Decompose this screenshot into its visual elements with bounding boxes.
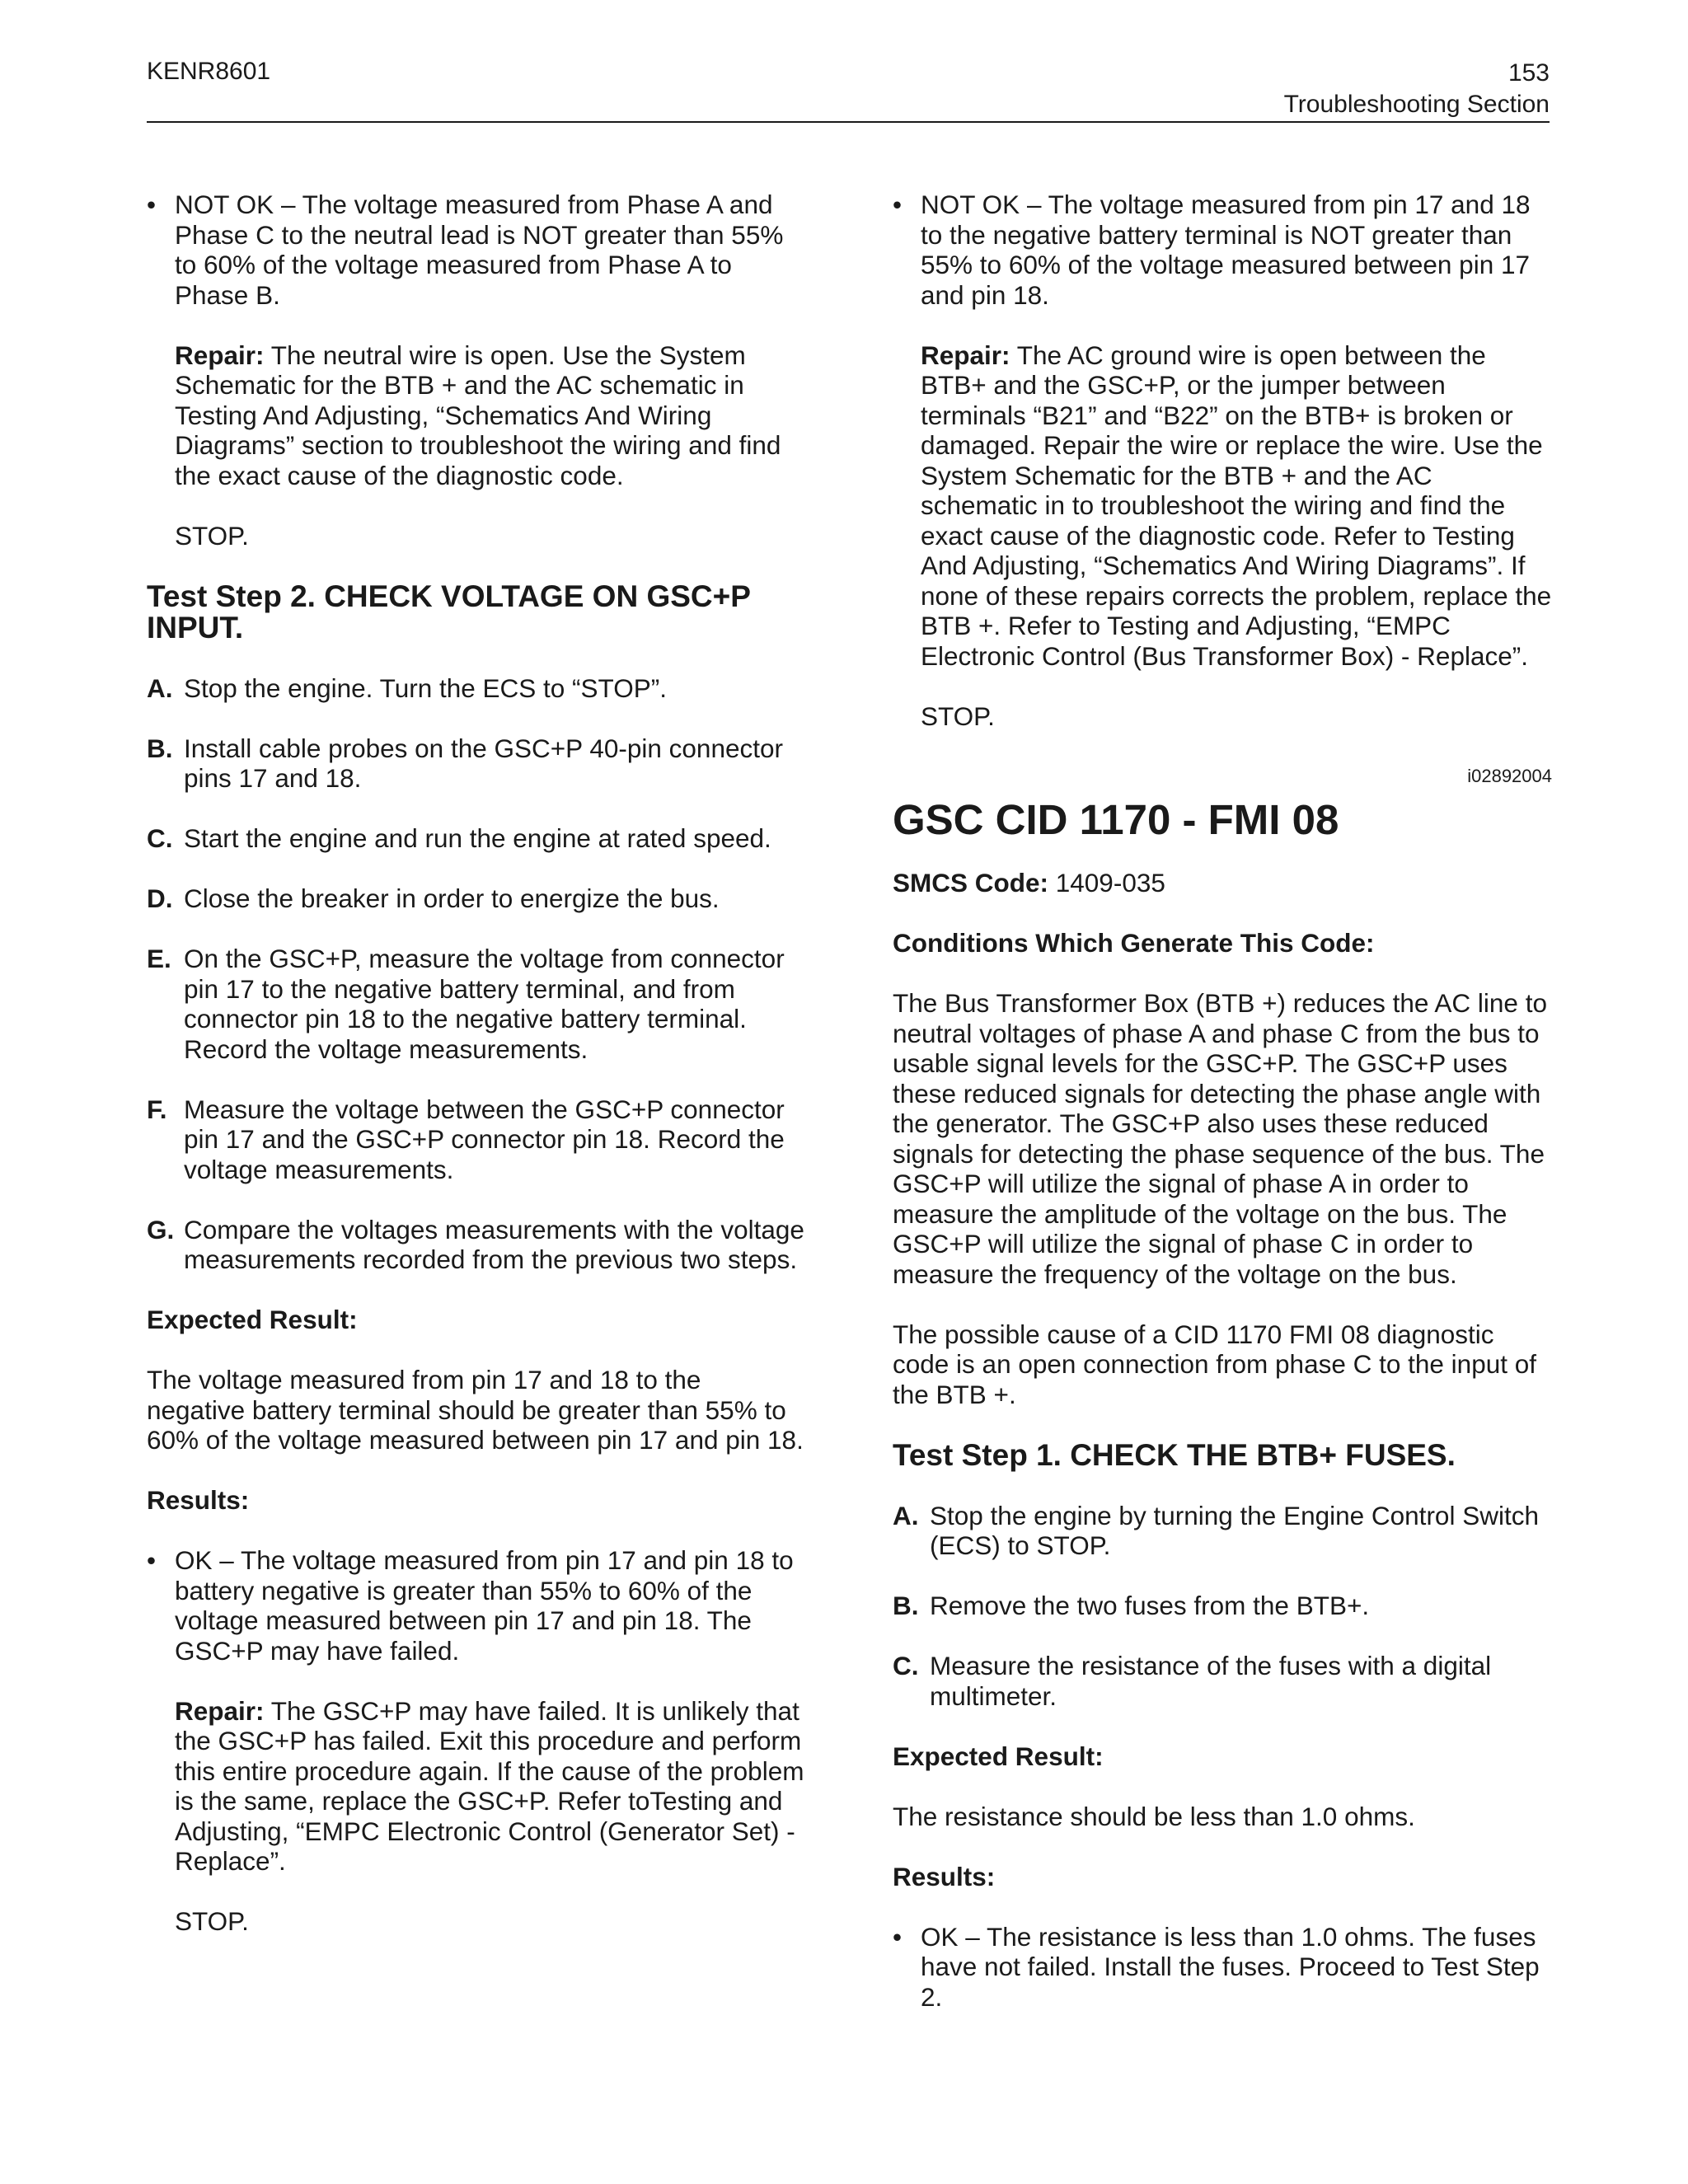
conditions-text: The Bus Transformer Box (BTB +) reduces the AC line to neutral voltages of phase A and phase C from the bus to usable signal levels for the GSC+P. The GSC+P uses these reduced signals for detecting the phase angle with the generator. The GSC+P also uses these reduced signals for detecting the phase sequence of the bus. The GSC+P will utilize the signal of phase A in order to measure the amplitude of the voltage on the bus. The GSC+P will utilize the signal of phase C in order to measure the frequency of the voltage on the bus. (893, 988, 1547, 1289)
procedure-steps (147, 673, 806, 1275)
stop-note: STOP. (175, 1906, 249, 1936)
result-text: – The voltage measured from pin 17 and 18 to the negative battery terminal is NOT greater than 55% to 60% of the voltage measured between pin 17 and pin 18. (921, 190, 1531, 310)
conditions-label: Conditions Which Generate This Code: (893, 928, 1375, 958)
smcs-code (893, 868, 1552, 898)
step-label: B. (893, 1591, 919, 1620)
procedure-step (147, 944, 806, 1064)
result-text: – The voltage measured from Phase A and Phase C to the neutral lead is NOT greater than 55% to 60% of the voltage measured from Phase A to Phase B. (175, 190, 784, 310)
section-name: Troubleshooting Section (1283, 91, 1550, 118)
step-text: Measure the voltage between the GSC+P connector pin 17 and the GSC+P connector pin 18. Record the voltage measurements. (184, 1094, 785, 1184)
expected-result-label: Expected Result: (893, 1741, 1104, 1771)
step-text: On the GSC+P, measure the voltage from connector pin 17 to the negative battery terminal, and from connector pin 18 to the negative battery terminal. Record the voltage measurements. (184, 944, 785, 1064)
test-step-2-heading: Test Step 2. CHECK VOLTAGE ON GSC+P INPUT. (147, 579, 751, 644)
result-text: – The resistance is less than 1.0 ohms. The fuses have not failed. Install the fuses. Proceed to Test Step 2. (921, 1921, 1540, 2012)
repair-text: The neutral wire is open. Use the System Schematic for the BTB + and the AC schematic in Testing And Adjusting, “Schematics And Wiring Diagrams” section to troubleshoot the wiring and find the exact cause of the diagnostic code. (175, 340, 781, 490)
expected-result-label: Expected Result: (147, 1305, 358, 1334)
result-not-ok (147, 190, 806, 310)
right-column (893, 190, 1552, 2042)
step-label: B. (147, 733, 173, 763)
result-ok (893, 1922, 1552, 2013)
bullet-dot: • (147, 190, 157, 219)
step-text: Stop the engine. Turn the ECS to “STOP”. (184, 673, 667, 703)
step-text: Compare the voltages measurements with the voltage measurements recorded from the previous two steps. (184, 1214, 804, 1274)
procedure-steps (893, 1501, 1552, 1712)
bullet-dot: • (147, 1545, 157, 1575)
step-text: Start the engine and run the engine at rated speed. (184, 823, 771, 853)
header-right (1284, 58, 1550, 120)
step-label: C. (893, 1651, 919, 1680)
possible-cause-text: The possible cause of a CID 1170 FMI 08 diagnostic code is an open connection from phase C to the input of the BTB +. (893, 1319, 1537, 1409)
step-label: D. (147, 883, 173, 913)
smcs-value: 1409-035 (1048, 868, 1165, 898)
repair-label: Repair: (175, 340, 265, 370)
repair-text: The GSC+P may have failed. It is unlikely that the GSC+P has failed. Exit this procedure and perform this entire procedure again. If the cause of the problem is the same, replace the GSC+P. Refer toTesting and Adjusting, “EMPC Electronic Control (Generator Set) - Replace”. (175, 1695, 804, 1876)
procedure-step (893, 1651, 1552, 1711)
procedure-step (147, 1215, 806, 1275)
step-text: Measure the resistance of the fuses with a digital multimeter. (930, 1651, 1492, 1711)
result-label: OK (921, 1921, 959, 1952)
step-label: G. (147, 1214, 175, 1244)
result-text: – The voltage measured from pin 17 and pin 18 to battery negative is greater than 55% to 60% of the voltage measured between pin 17 and pin 18. The GSC+P may have failed. (175, 1545, 794, 1666)
results-label: Results: (893, 1861, 996, 1891)
repair-note (147, 340, 806, 491)
left-column (147, 190, 806, 1966)
repair-text: The AC ground wire is open between the BTB+ and the GSC+P, or the jumper between terminals “B21” and “B22” on the BTB+ is broken or damaged. Repair the wire or replace the wire. Use the System Schematic for the BTB + and the AC schematic in to troubleshoot the wiring and find the exact cause of the diagnostic code. Refer to Testing And Adjusting, “Schematics And Wiring Diagrams”. If none of these repairs corrects the problem, replace the BTB +. Refer to Testing and Adjusting, “EMPC Electronic Control (Bus Transformer Box) - Replace”. (921, 340, 1552, 671)
result-label: NOT OK (175, 190, 274, 219)
bullet-dot: • (893, 1921, 903, 1952)
smcs-label: SMCS Code: (893, 868, 1048, 898)
procedure-step (893, 1591, 1552, 1621)
step-text: Stop the engine by turning the Engine Control Switch (ECS) to STOP. (930, 1500, 1539, 1560)
page-number: 153 (1507, 59, 1550, 87)
procedure-step (147, 883, 806, 914)
step-label: A. (147, 673, 173, 703)
expected-result-text: The resistance should be less than 1.0 ohms. (893, 1801, 1415, 1831)
step-text: Remove the two fuses from the BTB+. (930, 1591, 1370, 1620)
expected-result-text: The voltage measured from pin 17 and 18 to the negative battery terminal should be greater than 55% to 60% of the voltage measured between pin 17 and pin 18. (147, 1365, 804, 1455)
step-label: C. (147, 823, 173, 853)
test-step-1-heading: Test Step 1. CHECK THE BTB+ FUSES. (893, 1437, 1456, 1472)
step-label: A. (893, 1500, 919, 1530)
header-rule (147, 121, 1550, 123)
result-ok (147, 1545, 806, 1666)
repair-label: Repair: (921, 340, 1010, 370)
procedure-step (147, 823, 806, 854)
result-label: OK (175, 1545, 213, 1575)
results-label: Results: (147, 1485, 250, 1515)
procedure-step (147, 1094, 806, 1185)
repair-note (893, 340, 1552, 672)
step-text: Install cable probes on the GSC+P 40-pin connector pins 17 and 18. (184, 733, 783, 793)
document-id: i02892004 (1467, 766, 1552, 786)
step-text: Close the breaker in order to energize the bus. (184, 883, 720, 913)
repair-note (147, 1696, 806, 1877)
result-label: NOT OK (921, 190, 1020, 219)
procedure-step (893, 1501, 1552, 1561)
step-label: F. (147, 1094, 167, 1124)
repair-label: Repair: (175, 1695, 265, 1726)
document-number: KENR8601 (147, 58, 271, 85)
procedure-step (147, 733, 806, 794)
stop-note: STOP. (175, 520, 249, 551)
section-heading: GSC CID 1170 - FMI 08 (893, 796, 1339, 843)
bullet-dot: • (893, 190, 903, 219)
stop-note: STOP. (921, 701, 995, 731)
procedure-step (147, 673, 806, 704)
step-label: E. (147, 944, 171, 973)
result-not-ok (893, 190, 1552, 310)
